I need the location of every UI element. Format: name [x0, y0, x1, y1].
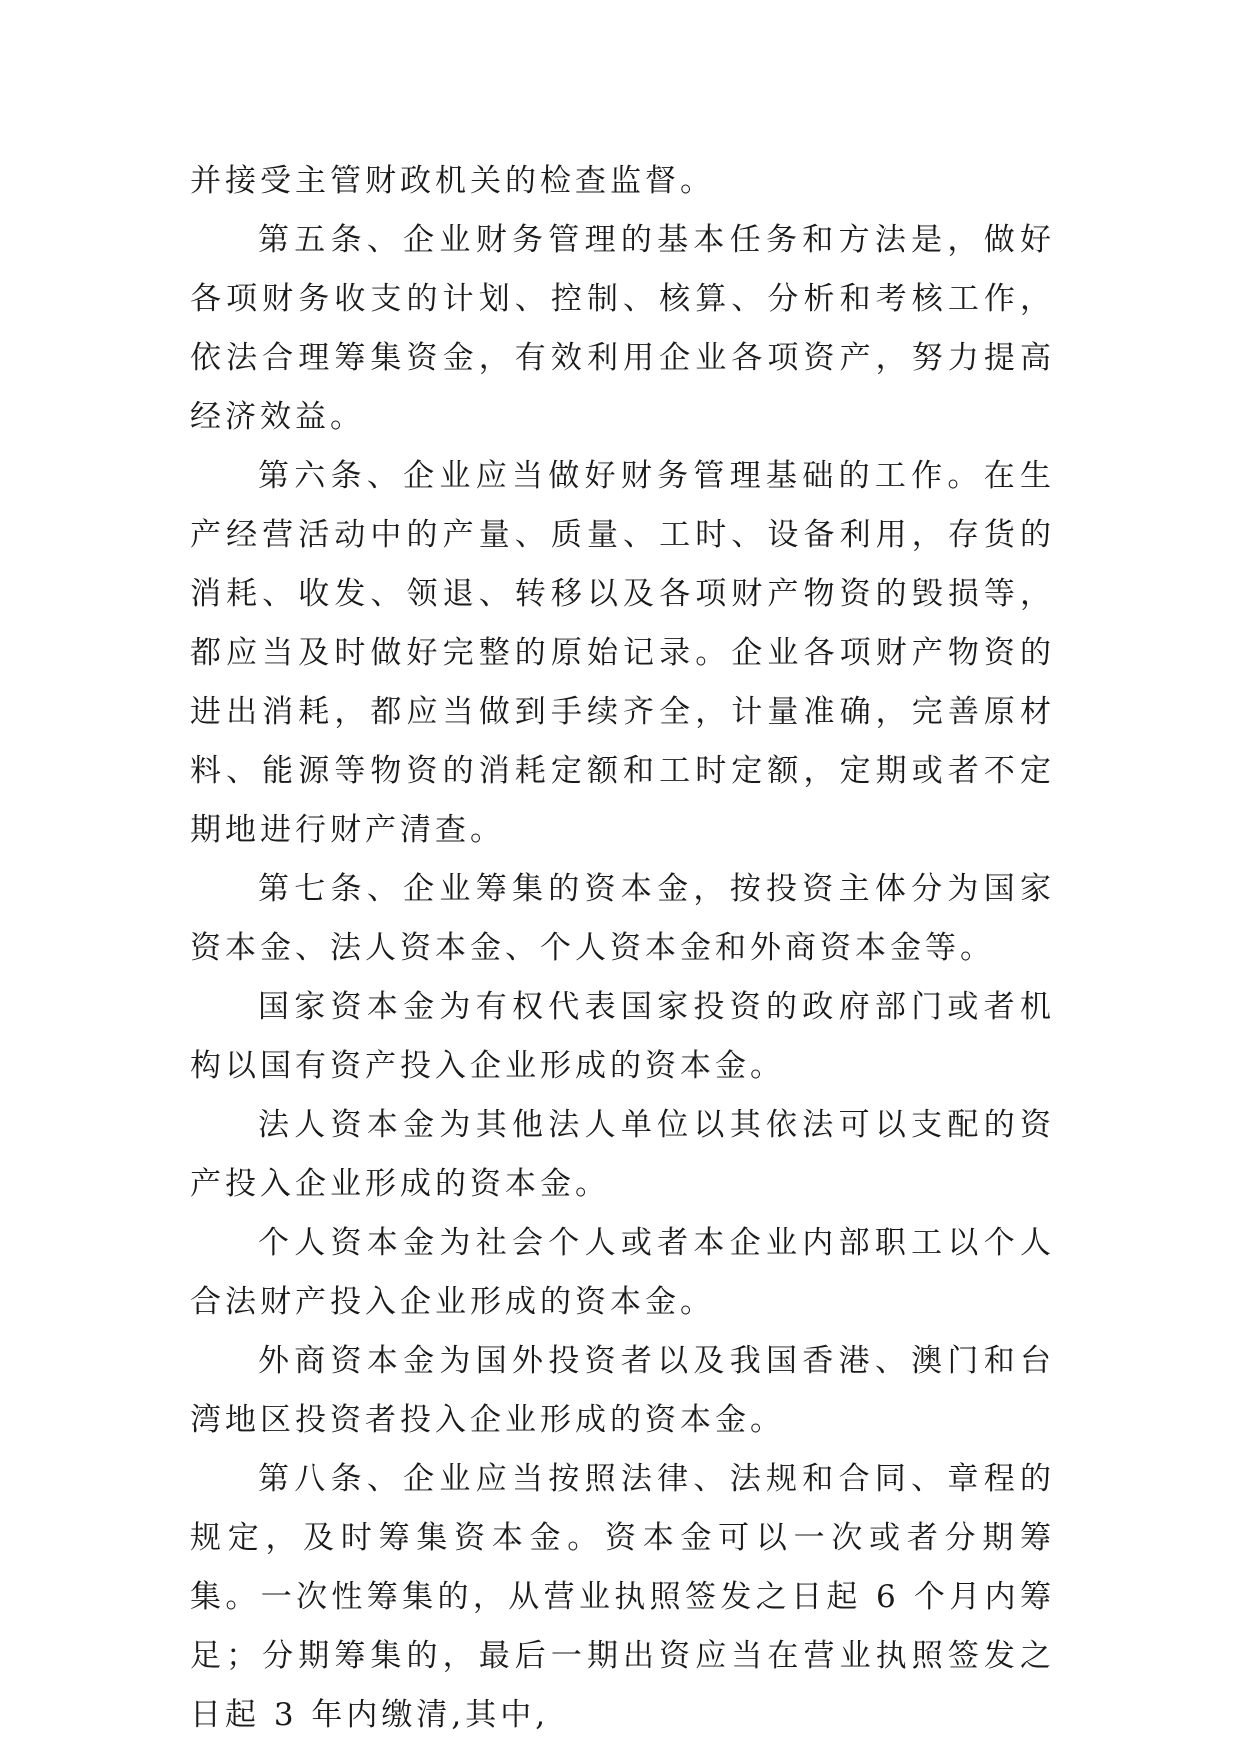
paragraph-article-7: 第七条、企业筹集的资本金，按投资主体分为国家资本金、法人资本金、个人资本金和外商资本金等。: [190, 871, 1055, 966]
paragraph-foreign-capital: 外商资本金为国外投资者以及我国香港、澳门和台湾地区投资者投入企业形成的资本金。: [190, 1343, 1055, 1438]
paragraph-article-5: 第五条、企业财务管理的基本任务和方法是，做好各项财务收支的计划、控制、核算、分析和考核工作，依法合理筹集资金，有效利用企业各项资产，努力提高经济效益。: [190, 222, 1055, 435]
paragraph-individual-capital: 个人资本金为社会个人或者本企业内部职工以个人合法财产投入企业形成的资本金。: [190, 1225, 1055, 1320]
paragraph-continuation: 并接受主管财政机关的检查监督。: [190, 163, 715, 199]
document-body: [190, 152, 1055, 1745]
paragraph-state-capital: 国家资本金为有权代表国家投资的政府部门或者机构以国有资产投入企业形成的资本金。: [190, 989, 1055, 1084]
paragraph-legal-person-capital: 法人资本金为其他法人单位以其依法可以支配的资产投入企业形成的资本金。: [190, 1107, 1055, 1202]
paragraph-article-6: 第六条、企业应当做好财务管理基础的工作。在生产经营活动中的产量、质量、工时、设备利用，存货的消耗、收发、领退、转移以及各项财产物资的毁损等，都应当及时做好完整的原始记录。企业各项财产物资的进出消耗，都应当做到手续齐全，计量准确，完善原材料、能源等物资的消耗定额和工时定额，定期或者不定期地进行财产清查。: [190, 458, 1055, 848]
paragraph-article-8: 第八条、企业应当按照法律、法规和合同、章程的规定，及时筹集资本金。资本金可以一次或者分期筹集。一次性筹集的，从营业执照签发之日起 6 个月内筹足；分期筹集的，最后一期出资应当在营业执照签发之日起 3 年内缴清,其中,: [190, 1461, 1055, 1733]
